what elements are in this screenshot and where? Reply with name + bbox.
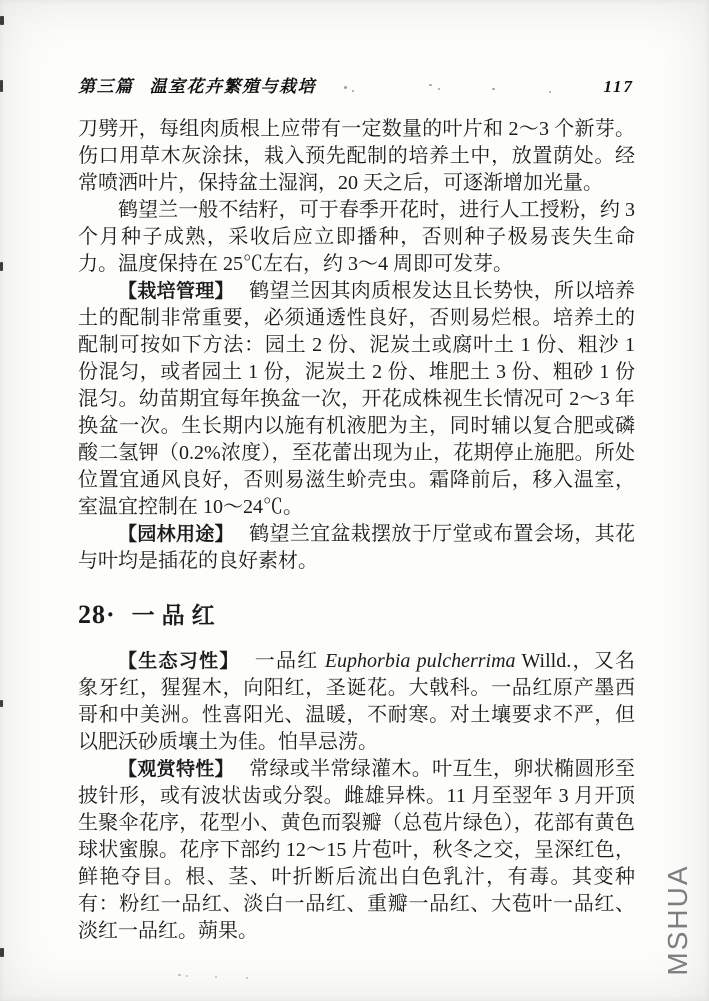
section-title: 一品红 — [131, 602, 222, 628]
scan-speck — [429, 84, 432, 86]
paragraph-ecological-habits — [78, 648, 635, 756]
scan-speck — [352, 90, 354, 92]
scan-edge-mark — [0, 948, 4, 957]
ecology-latin-binomial: Euphorbia pulcherrima — [324, 650, 516, 672]
page-body — [78, 116, 635, 945]
scan-speck — [246, 977, 248, 979]
garden-use-label: 【园林用途】 — [118, 524, 234, 545]
scan-edge-mark — [0, 16, 4, 25]
section-heading-28 — [78, 601, 635, 631]
scan-edge-mark — [0, 80, 3, 92]
page-number: 117 — [603, 77, 634, 96]
section-number: 28· — [78, 600, 116, 629]
header-left — [78, 72, 316, 97]
header-book-title: 温室花卉繁殖与栽培 — [149, 77, 316, 96]
ecology-author-abbreviation: Willd. — [515, 650, 572, 672]
paragraph-seed-propagation: 鹤望兰一般不结籽，可于春季开花时，进行人工授粉，约 3 个月种子成熟，采收后应立即播种，否则种子极易丧失生命力。温度保持在 25℃左右，约 3～4 周即可发芽。 — [78, 199, 635, 275]
paragraph-garden-use — [78, 521, 635, 575]
scan-speck — [344, 86, 347, 89]
header-section-label: 第三篇 — [78, 77, 134, 96]
cultivation-management-label: 【栽培管理】 — [118, 281, 234, 302]
scan-speck — [186, 975, 188, 977]
watermark-text: MSHUA — [662, 864, 693, 976]
scan-edge-mark — [0, 262, 3, 271]
paragraph-division-continuation: 刀劈开，每组肉质根上应带有一定数量的叶片和 2～3 个新芽。伤口用草木灰涂抹，栽入预先配制的培养土中，放置荫处。经常喷洒叶片，保持盆土湿润，20 天之后，可逐渐增加光量。 — [78, 118, 635, 194]
scan-speck — [549, 91, 551, 93]
cultivation-management-text: 鹤望兰因其肉质根发达且长势快，所以培养土的配制非常重要，必须通透性良好，否则易烂根。培养土的配制可按如下方法：园土 2 份、泥炭土或腐叶土 1 份、粗沙 1 份混匀，或者园土 1 份，泥炭土 2 份、堆肥土 3 份、粗砂 1 份混匀。幼苗期宜每年换盆一次，开花成株视生长情况可 2～3 年换盆一次。生长期内以施有机液肥为主，同时辅以复合肥或磷酸二氢钾（0.2%浓度），至花蕾出现为止，花期停止施肥。所处位置宜通风良好，否则易滋生蚧壳虫。霜降前后，移入温室，室温宜控制在 10～24℃。 — [78, 280, 635, 518]
ecology-text-after-latin: ，又名象牙红，猩猩木，向阳红，圣诞花。大戟科。一品红原产墨西哥和中美洲。性喜阳光、温暖，不耐寒。对土壤要求不严，但以肥沃砂质壤土为佳。怕旱忌涝。 — [78, 650, 635, 753]
scan-edge-mark — [0, 700, 3, 707]
scan-speck — [178, 974, 181, 976]
paragraph-cultivation-management — [78, 278, 635, 521]
ornamental-characteristics-text: 常绿或半常绿灌木。叶互生，卵状椭圆形至披针形，或有波状齿或分裂。雌雄异株。11 月至翌年 3 月开顶生聚伞花序，花型小、黄色而裂瓣（总苞片绿色），花部有黄色球状蜜腺。花序下部约 12～15 片苞叶，秋冬之交，呈深红色，鲜艳夺目。根、茎、叶折断后流出白色乳汁，有毒。其变种有：粉红一品红、淡白一品红、重瓣一品红、大苞叶一品红、淡红一品红。蒴果。 — [78, 758, 635, 942]
ecological-habits-label: 【生态习性】 — [118, 651, 240, 672]
scan-speck — [215, 976, 217, 978]
scan-speck — [438, 88, 440, 90]
paragraph-ornamental-characteristics — [78, 756, 635, 945]
ecology-text-before-latin: 一品红 — [254, 650, 325, 672]
running-header — [78, 72, 634, 97]
scan-speck — [492, 88, 495, 90]
ornamental-characteristics-label: 【观赏特性】 — [118, 759, 234, 780]
garden-use-text: 鹤望兰宜盆栽摆放于厅堂或布置会场，其花与叶均是插花的良好素材。 — [78, 523, 635, 572]
